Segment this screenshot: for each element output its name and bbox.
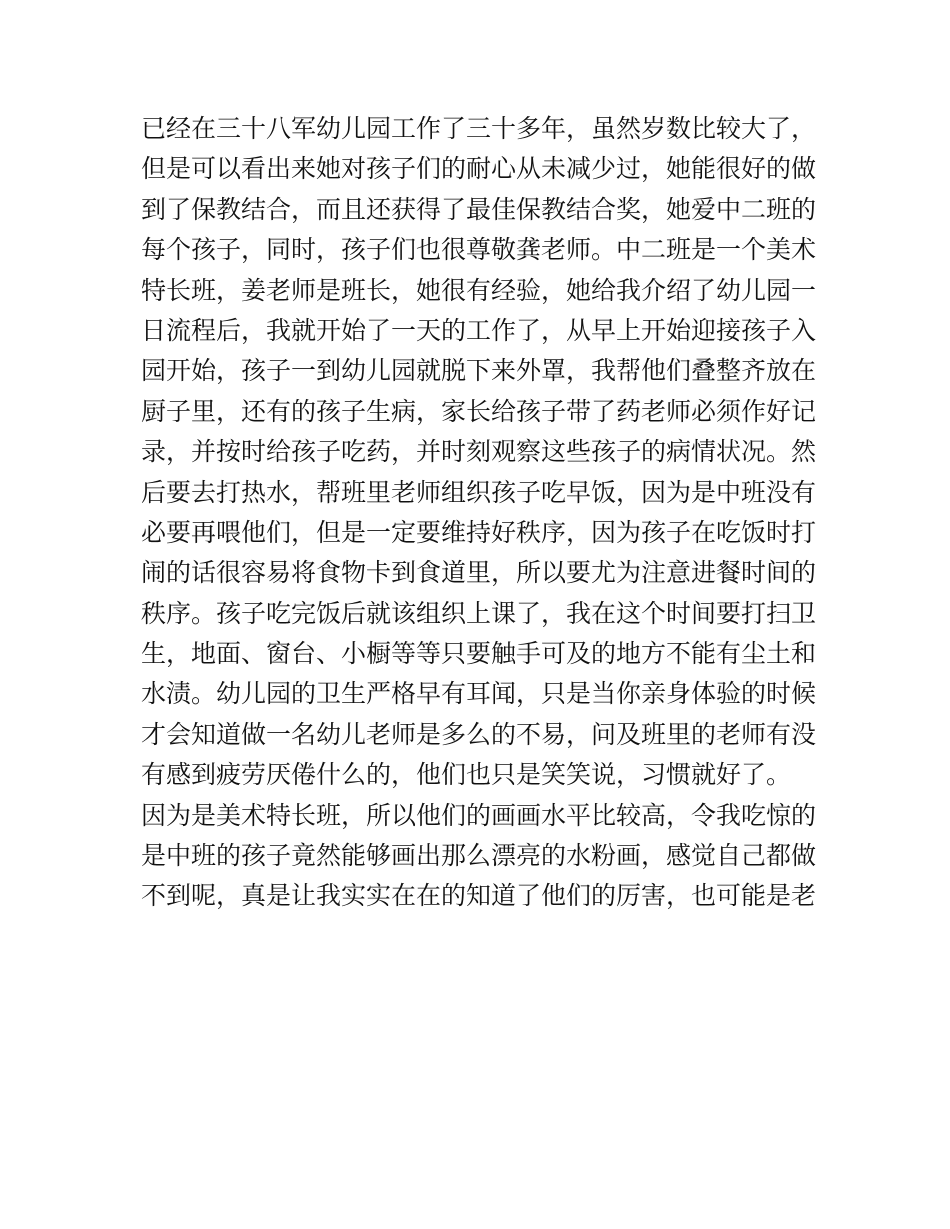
text-line-12: 闹的话很容易将食物卡到食道里，所以要尤为注意进餐时间的: [141, 558, 817, 588]
text-line-10: 后要去打热水，帮班里老师组织孩子吃早饭，因为是中班没有: [141, 477, 817, 507]
text-line-14: 生，地面、窗台、小橱等等只要触手可及的地方不能有尘土和: [141, 639, 817, 669]
text-line-13: 秩序。孩子吃完饭后就该组织上课了，我在这个时间要打扫卫: [141, 598, 817, 628]
text-line-1: 已经在三十八军幼儿园工作了三十多年，虽然岁数比较大了，: [141, 114, 817, 143]
text-line-5: 特长班，姜老师是班长，她很有经验，她给我介绍了幼儿园一: [141, 275, 817, 305]
text-line-8: 厨子里，还有的孩子生病，家长给孩子带了药老师必须作好记: [141, 396, 817, 426]
text-line-17: 有感到疲劳厌倦什么的，他们也只是笑笑说，习惯就好了。: [141, 760, 792, 790]
text-line-18: 因为是美术特长班，所以他们的画画水平比较高，令我吃惊的: [141, 800, 817, 830]
text-line-16: 才会知道做一名幼儿老师是多么的不易，问及班里的老师有没: [141, 719, 817, 749]
text-line-7: 园开始，孩子一到幼儿园就脱下来外罩，我帮他们叠整齐放在: [141, 356, 817, 386]
text-line-11: 必要再喂他们，但是一定要维持好秩序，因为孩子在吃饭时打: [141, 517, 817, 547]
text-line-20: 不到呢，真是让我实实在在的知道了他们的厉害，也可能是老: [141, 881, 817, 911]
text-line-19: 是中班的孩子竟然能够画出那么漂亮的水粉画，感觉自己都做: [141, 841, 817, 871]
text-line-6: 日流程后，我就开始了一天的工作了，从早上开始迎接孩子入: [141, 315, 817, 345]
text-line-15: 水渍。幼儿园的卫生严格早有耳闻，只是当你亲身体验的时候: [141, 679, 817, 709]
text-line-2: 但是可以看出来她对孩子们的耐心从未减少过，她能很好的做: [141, 154, 817, 184]
text-line-3: 到了保教结合，而且还获得了最佳保教结合奖，她爱中二班的: [141, 194, 817, 224]
body-text: [141, 109, 821, 917]
text-line-9: 录，并按时给孩子吃药，并时刻观察这些孩子的病情状况。然: [141, 437, 817, 467]
text-line-4: 每个孩子，同时，孩子们也很尊敬龚老师。中二班是一个美术: [141, 235, 817, 265]
